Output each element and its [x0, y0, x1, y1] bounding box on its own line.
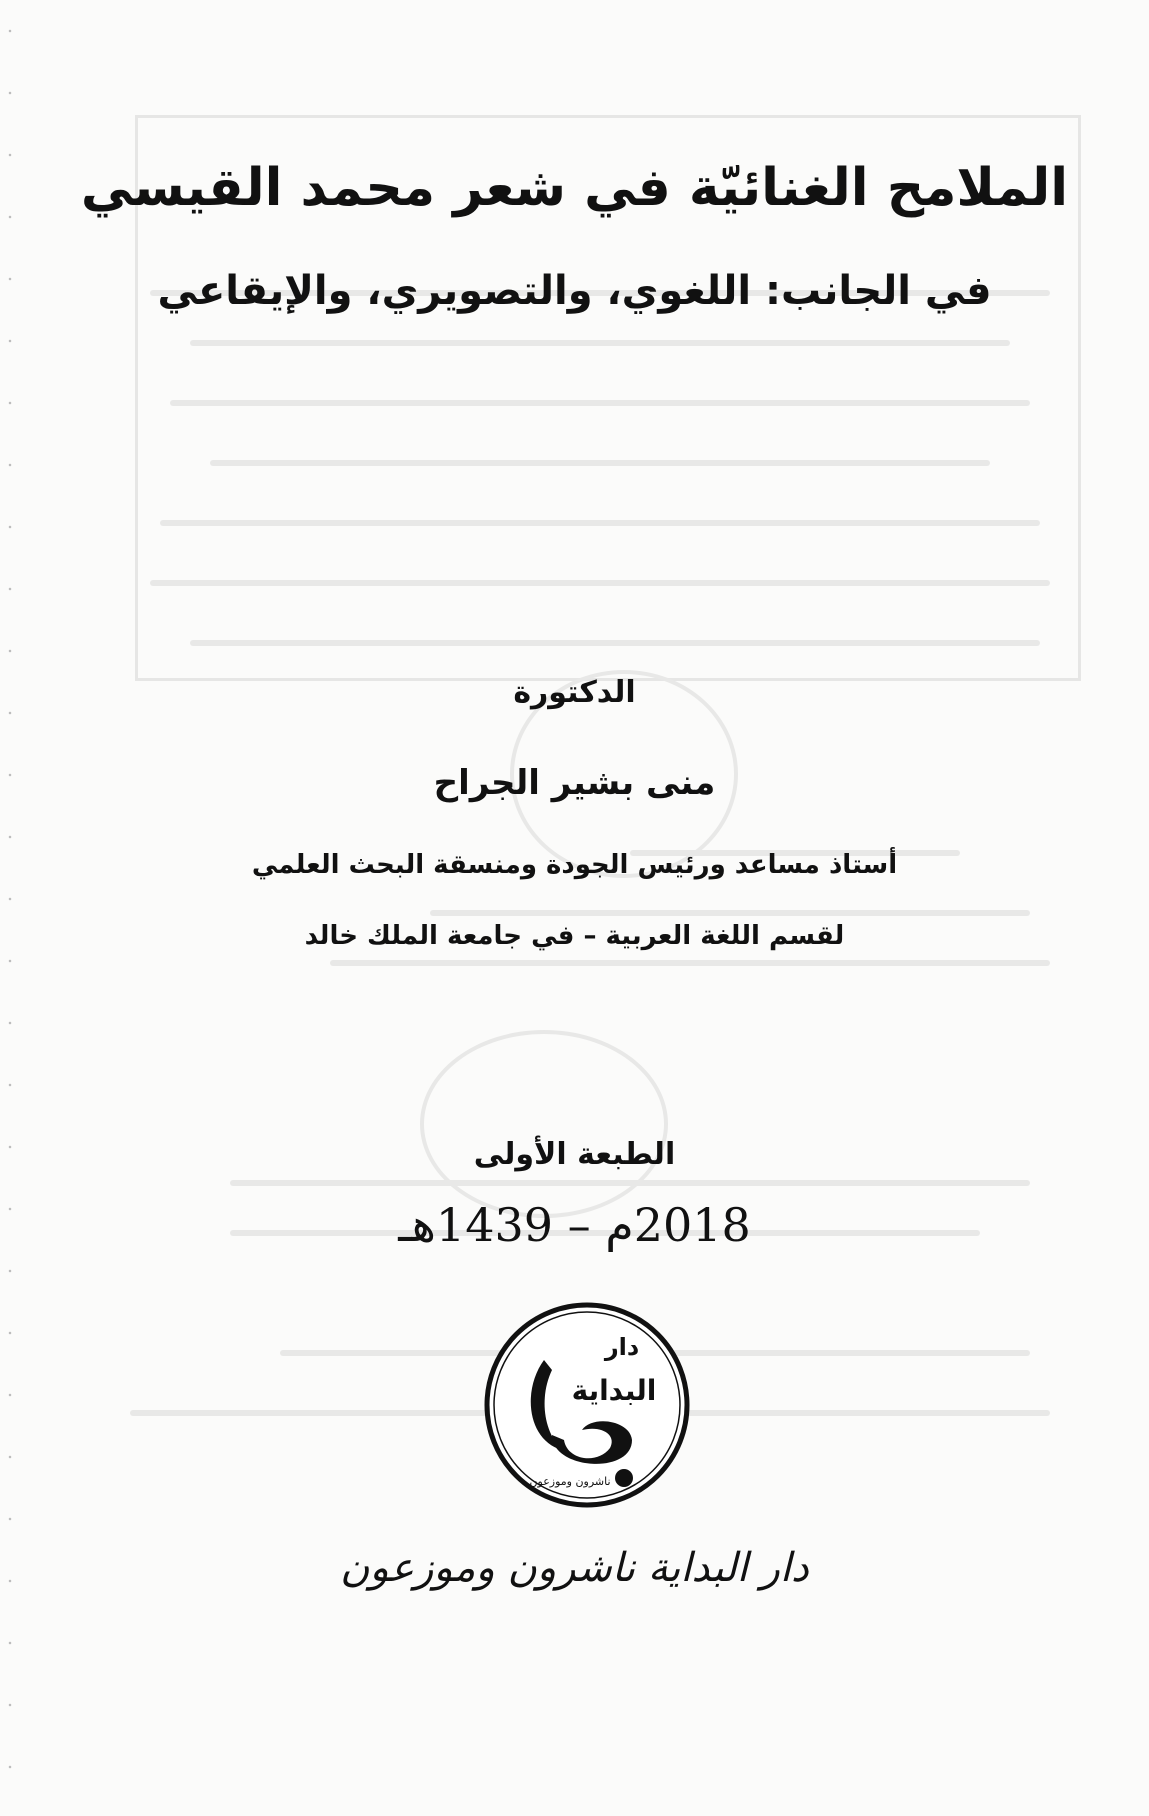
author-position: أستاذ مساعد ورئيس الجودة ومنسقة البحث العلمي — [251, 850, 898, 880]
author-department: لقسم اللغة العربية – في جامعة الملك خالد — [304, 921, 845, 951]
logo-text-main: البداية — [571, 1374, 657, 1407]
book-subtitle: في الجانب: اللغوي، والتصويري، والإيقاعي — [157, 268, 992, 314]
author-name: منى بشير الجراح — [433, 763, 716, 803]
publication-date: 2018م – 1439هـ — [398, 1198, 751, 1252]
author-degree: الدكتورة — [513, 675, 636, 710]
edition: الطبعة الأولى — [473, 1137, 676, 1172]
publisher-logo — [482, 1300, 692, 1510]
book-title: الملامح الغنائيّة في شعر محمد القيسي — [80, 158, 1069, 218]
logo-text-top: دار — [604, 1333, 640, 1361]
publisher-name: دار البداية ناشرون وموزعون — [340, 1545, 809, 1591]
logo-text-bottom: ناشرون وموزعون — [529, 1475, 611, 1488]
